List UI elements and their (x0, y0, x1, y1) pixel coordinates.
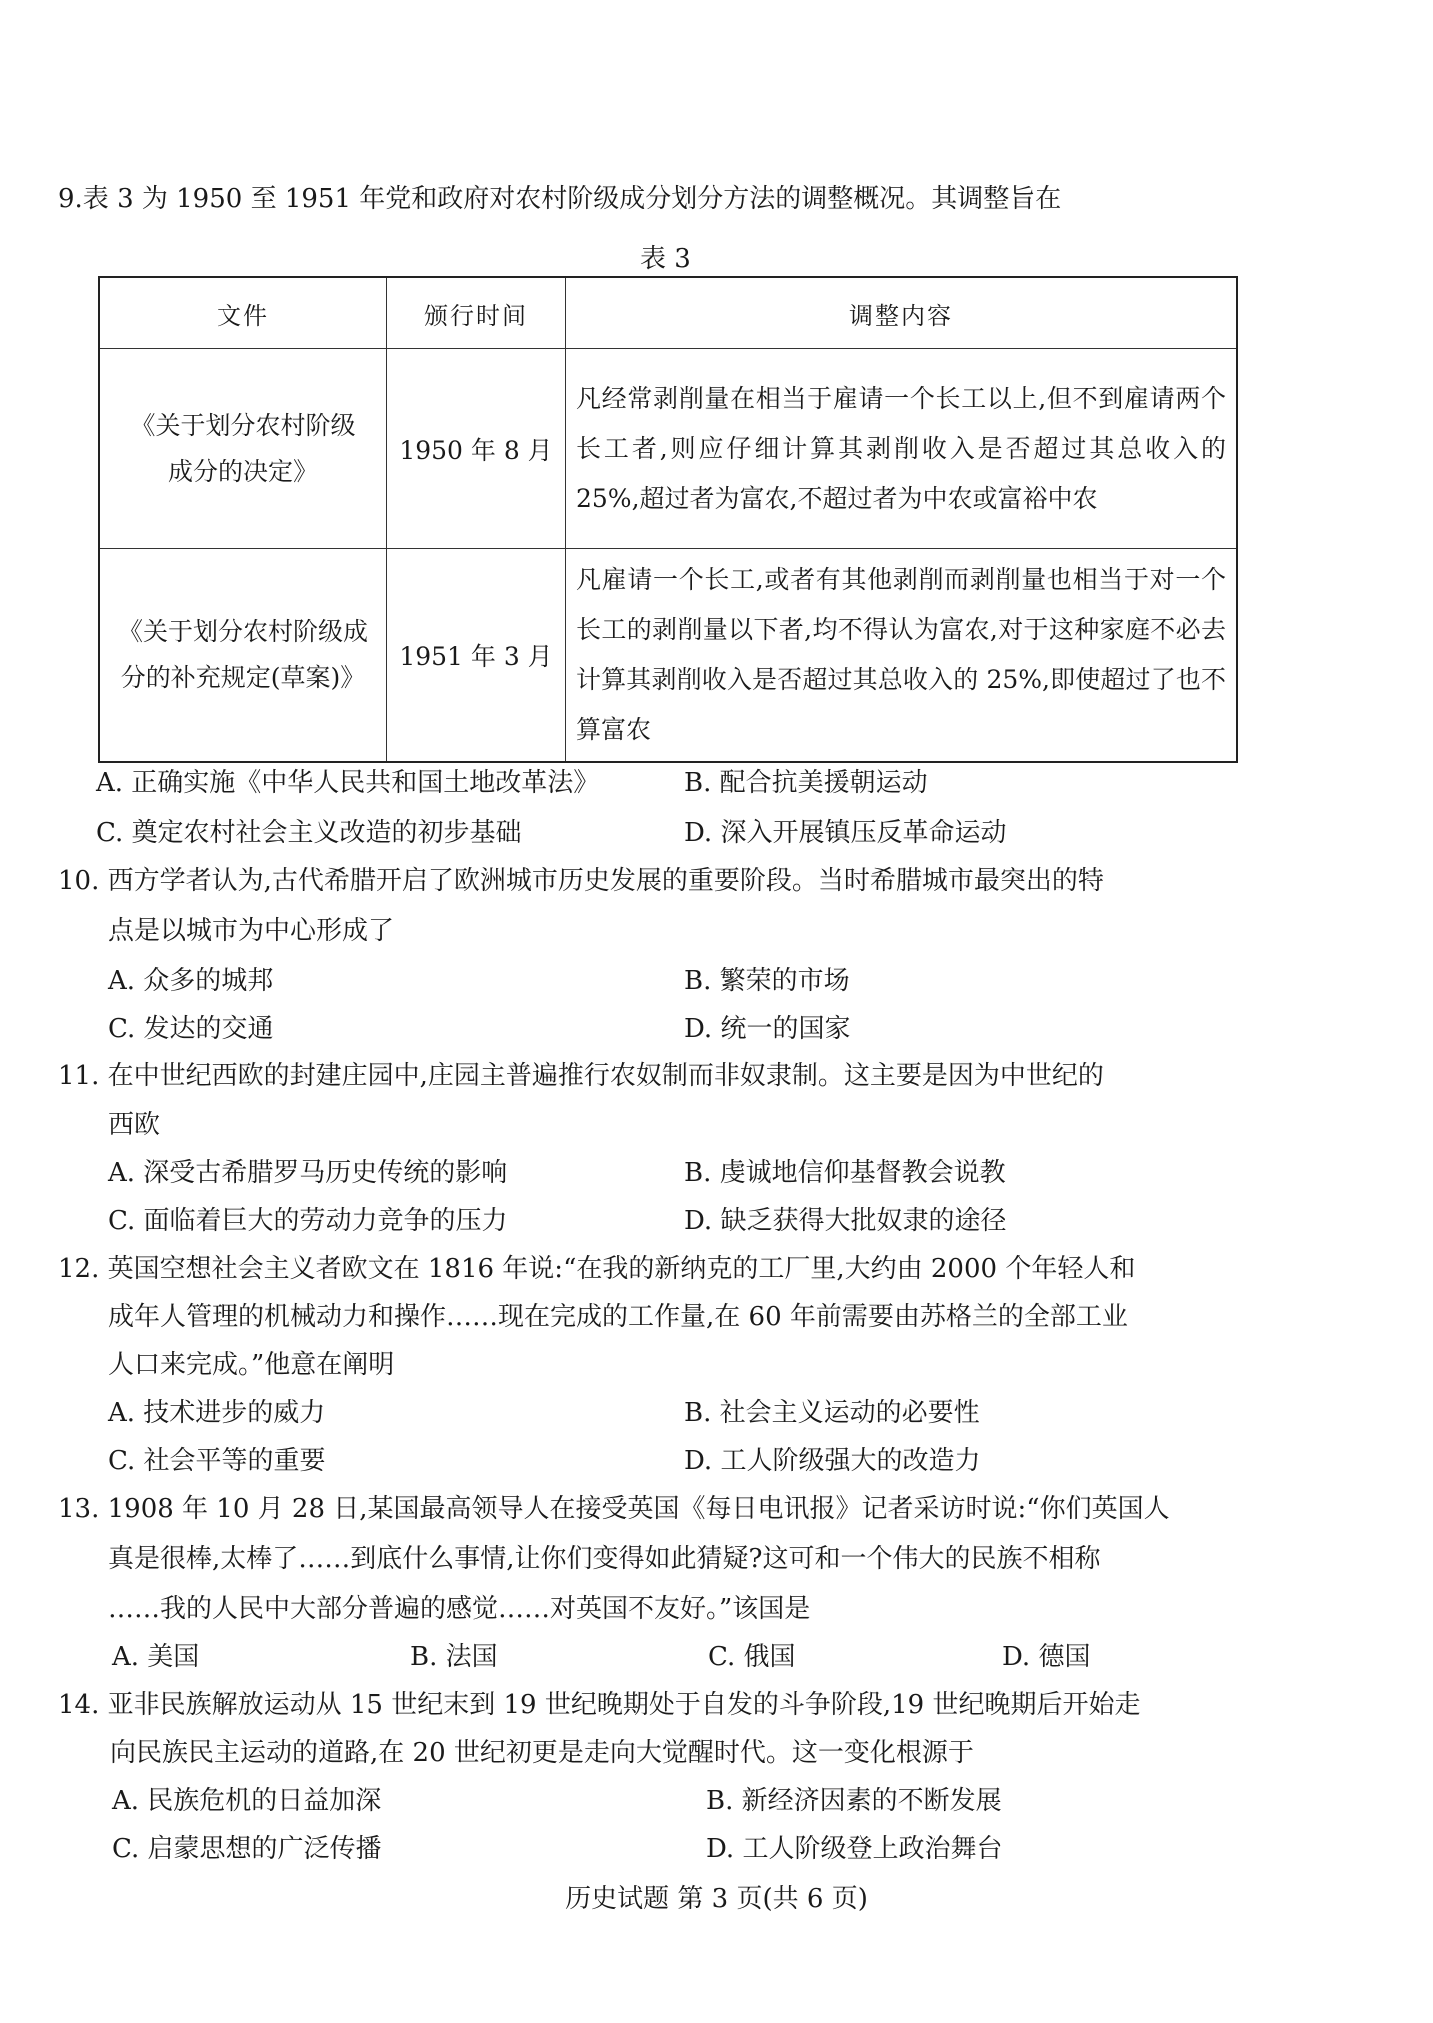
q13-option-b[interactable]: B. 法国 (410, 1642, 498, 1672)
doc-line: 成分的决定》 (167, 456, 318, 486)
q12-stem-line: 12. 英国空想社会主义者欧文在 1816 年说:“在我的新纳克的工厂里,大约由 2000 个年轻人和 (58, 1254, 1136, 1284)
q10-option-c[interactable]: C. 发达的交通 (108, 1014, 274, 1044)
q14-option-c[interactable]: C. 启蒙思想的广泛传播 (112, 1834, 382, 1864)
q14-option-d[interactable]: D. 工人阶级登上政治舞台 (706, 1834, 1003, 1864)
q12-option-b[interactable]: B. 社会主义运动的必要性 (684, 1398, 980, 1428)
q14-option-b[interactable]: B. 新经济因素的不断发展 (706, 1786, 1002, 1816)
q13-stem-line: 真是很棒,太棒了……到底什么事情,让你们变得如此猜疑?这可和一个伟大的民族不相称 (108, 1544, 1101, 1574)
q11-option-a[interactable]: A. 深受古希腊罗马历史传统的影响 (108, 1158, 508, 1188)
page-footer: 历史试题 第 3 页(共 6 页) (565, 1884, 868, 1914)
q12-stem-line: 人口来完成。”他意在阐明 (108, 1350, 395, 1380)
table-cell-content: 凡雇请一个长工,或者有其他剥削而剥削量也相当于对一个长工的剥削量以下者,均不得认为富农,对于这种家庭不必去计算其剥削收入是否超过其总收入的 25%,即使超过了也不算富农 (566, 549, 1238, 763)
doc-line: 分的补充规定(草案)》 (120, 663, 366, 692)
col-header-content: 调整内容 (566, 277, 1238, 349)
q12-option-d[interactable]: D. 工人阶级强大的改造力 (684, 1446, 981, 1476)
table-caption: 表 3 (640, 244, 691, 274)
q10-stem-line: 点是以城市为中心形成了 (108, 916, 395, 946)
q9-option-a[interactable]: A. 正确实施《中华人民共和国土地改革法》 (96, 768, 600, 798)
q12-stem-line: 成年人管理的机械动力和操作……现在完成的工作量,在 60 年前需要由苏格兰的全部工业 (108, 1302, 1128, 1332)
q13-option-c[interactable]: C. 俄国 (708, 1642, 796, 1672)
table-cell-date: 1950 年 8 月 (387, 349, 566, 549)
table-cell-date: 1951 年 3 月 (387, 549, 566, 763)
q9-option-b[interactable]: B. 配合抗美援朝运动 (684, 768, 928, 798)
q12-option-c[interactable]: C. 社会平等的重要 (108, 1446, 326, 1476)
q11-option-c[interactable]: C. 面临着巨大的劳动力竞争的压力 (108, 1206, 508, 1236)
q14-stem-line: 14. 亚非民族解放运动从 15 世纪末到 19 世纪晚期处于自发的斗争阶段,19 世纪晚期后开始走 (58, 1690, 1141, 1720)
q13-stem-line: 13. 1908 年 10 月 28 日,某国最高领导人在接受英国《每日电讯报》记者采访时说:“你们英国人 (58, 1494, 1170, 1524)
table-cell-document (99, 549, 387, 763)
q11-stem-line: 11. 在中世纪西欧的封建庄园中,庄园主普遍推行农奴制而非奴隶制。这主要是因为中世纪的 (58, 1061, 1104, 1091)
q11-option-d[interactable]: D. 缺乏获得大批奴隶的途径 (684, 1206, 1007, 1236)
q11-option-b[interactable]: B. 虔诚地信仰基督教会说教 (684, 1158, 1006, 1188)
q13-option-a[interactable]: A. 美国 (112, 1642, 200, 1672)
q9-option-c[interactable]: C. 奠定农村社会主义改造的初步基础 (96, 818, 522, 848)
table-cell-content: 凡经常剥削量在相当于雇请一个长工以上,但不到雇请两个长工者,则应仔细计算其剥削收入是否超过其总收入的 25%,超过者为富农,不超过者为中农或富裕中农 (566, 349, 1238, 549)
q13-option-d[interactable]: D. 德国 (1002, 1642, 1091, 1672)
q10-stem-line: 10. 西方学者认为,古代希腊开启了欧洲城市历史发展的重要阶段。当时希腊城市最突出的特 (58, 866, 1104, 896)
q10-option-a[interactable]: A. 众多的城邦 (108, 966, 274, 996)
q14-option-a[interactable]: A. 民族危机的日益加深 (112, 1786, 382, 1816)
doc-line: 《关于划分农村阶级成 (117, 617, 368, 646)
q12-option-a[interactable]: A. 技术进步的威力 (108, 1398, 326, 1428)
doc-line: 《关于划分农村阶级 (130, 410, 356, 440)
q10-option-d[interactable]: D. 统一的国家 (684, 1014, 851, 1044)
table-3 (98, 276, 1238, 763)
table-cell-document (99, 349, 387, 549)
col-header-document: 文件 (99, 277, 387, 349)
table-row (99, 549, 1237, 763)
col-header-date: 颁行时间 (387, 277, 566, 349)
q9-option-d[interactable]: D. 深入开展镇压反革命运动 (684, 818, 1007, 848)
q14-stem-line: 向民族民主运动的道路,在 20 世纪初更是走向大觉醒时代。这一变化根源于 (110, 1738, 974, 1768)
q10-option-b[interactable]: B. 繁荣的市场 (684, 966, 850, 996)
table-header-row (99, 277, 1237, 349)
q9-stem: 9.表 3 为 1950 至 1951 年党和政府对农村阶级成分划分方法的调整概况。其调整旨在 (58, 184, 1062, 214)
table-row (99, 349, 1237, 549)
q11-stem-line: 西欧 (108, 1110, 161, 1140)
q13-stem-line: ……我的人民中大部分普遍的感觉……对英国不友好。”该国是 (108, 1594, 811, 1624)
